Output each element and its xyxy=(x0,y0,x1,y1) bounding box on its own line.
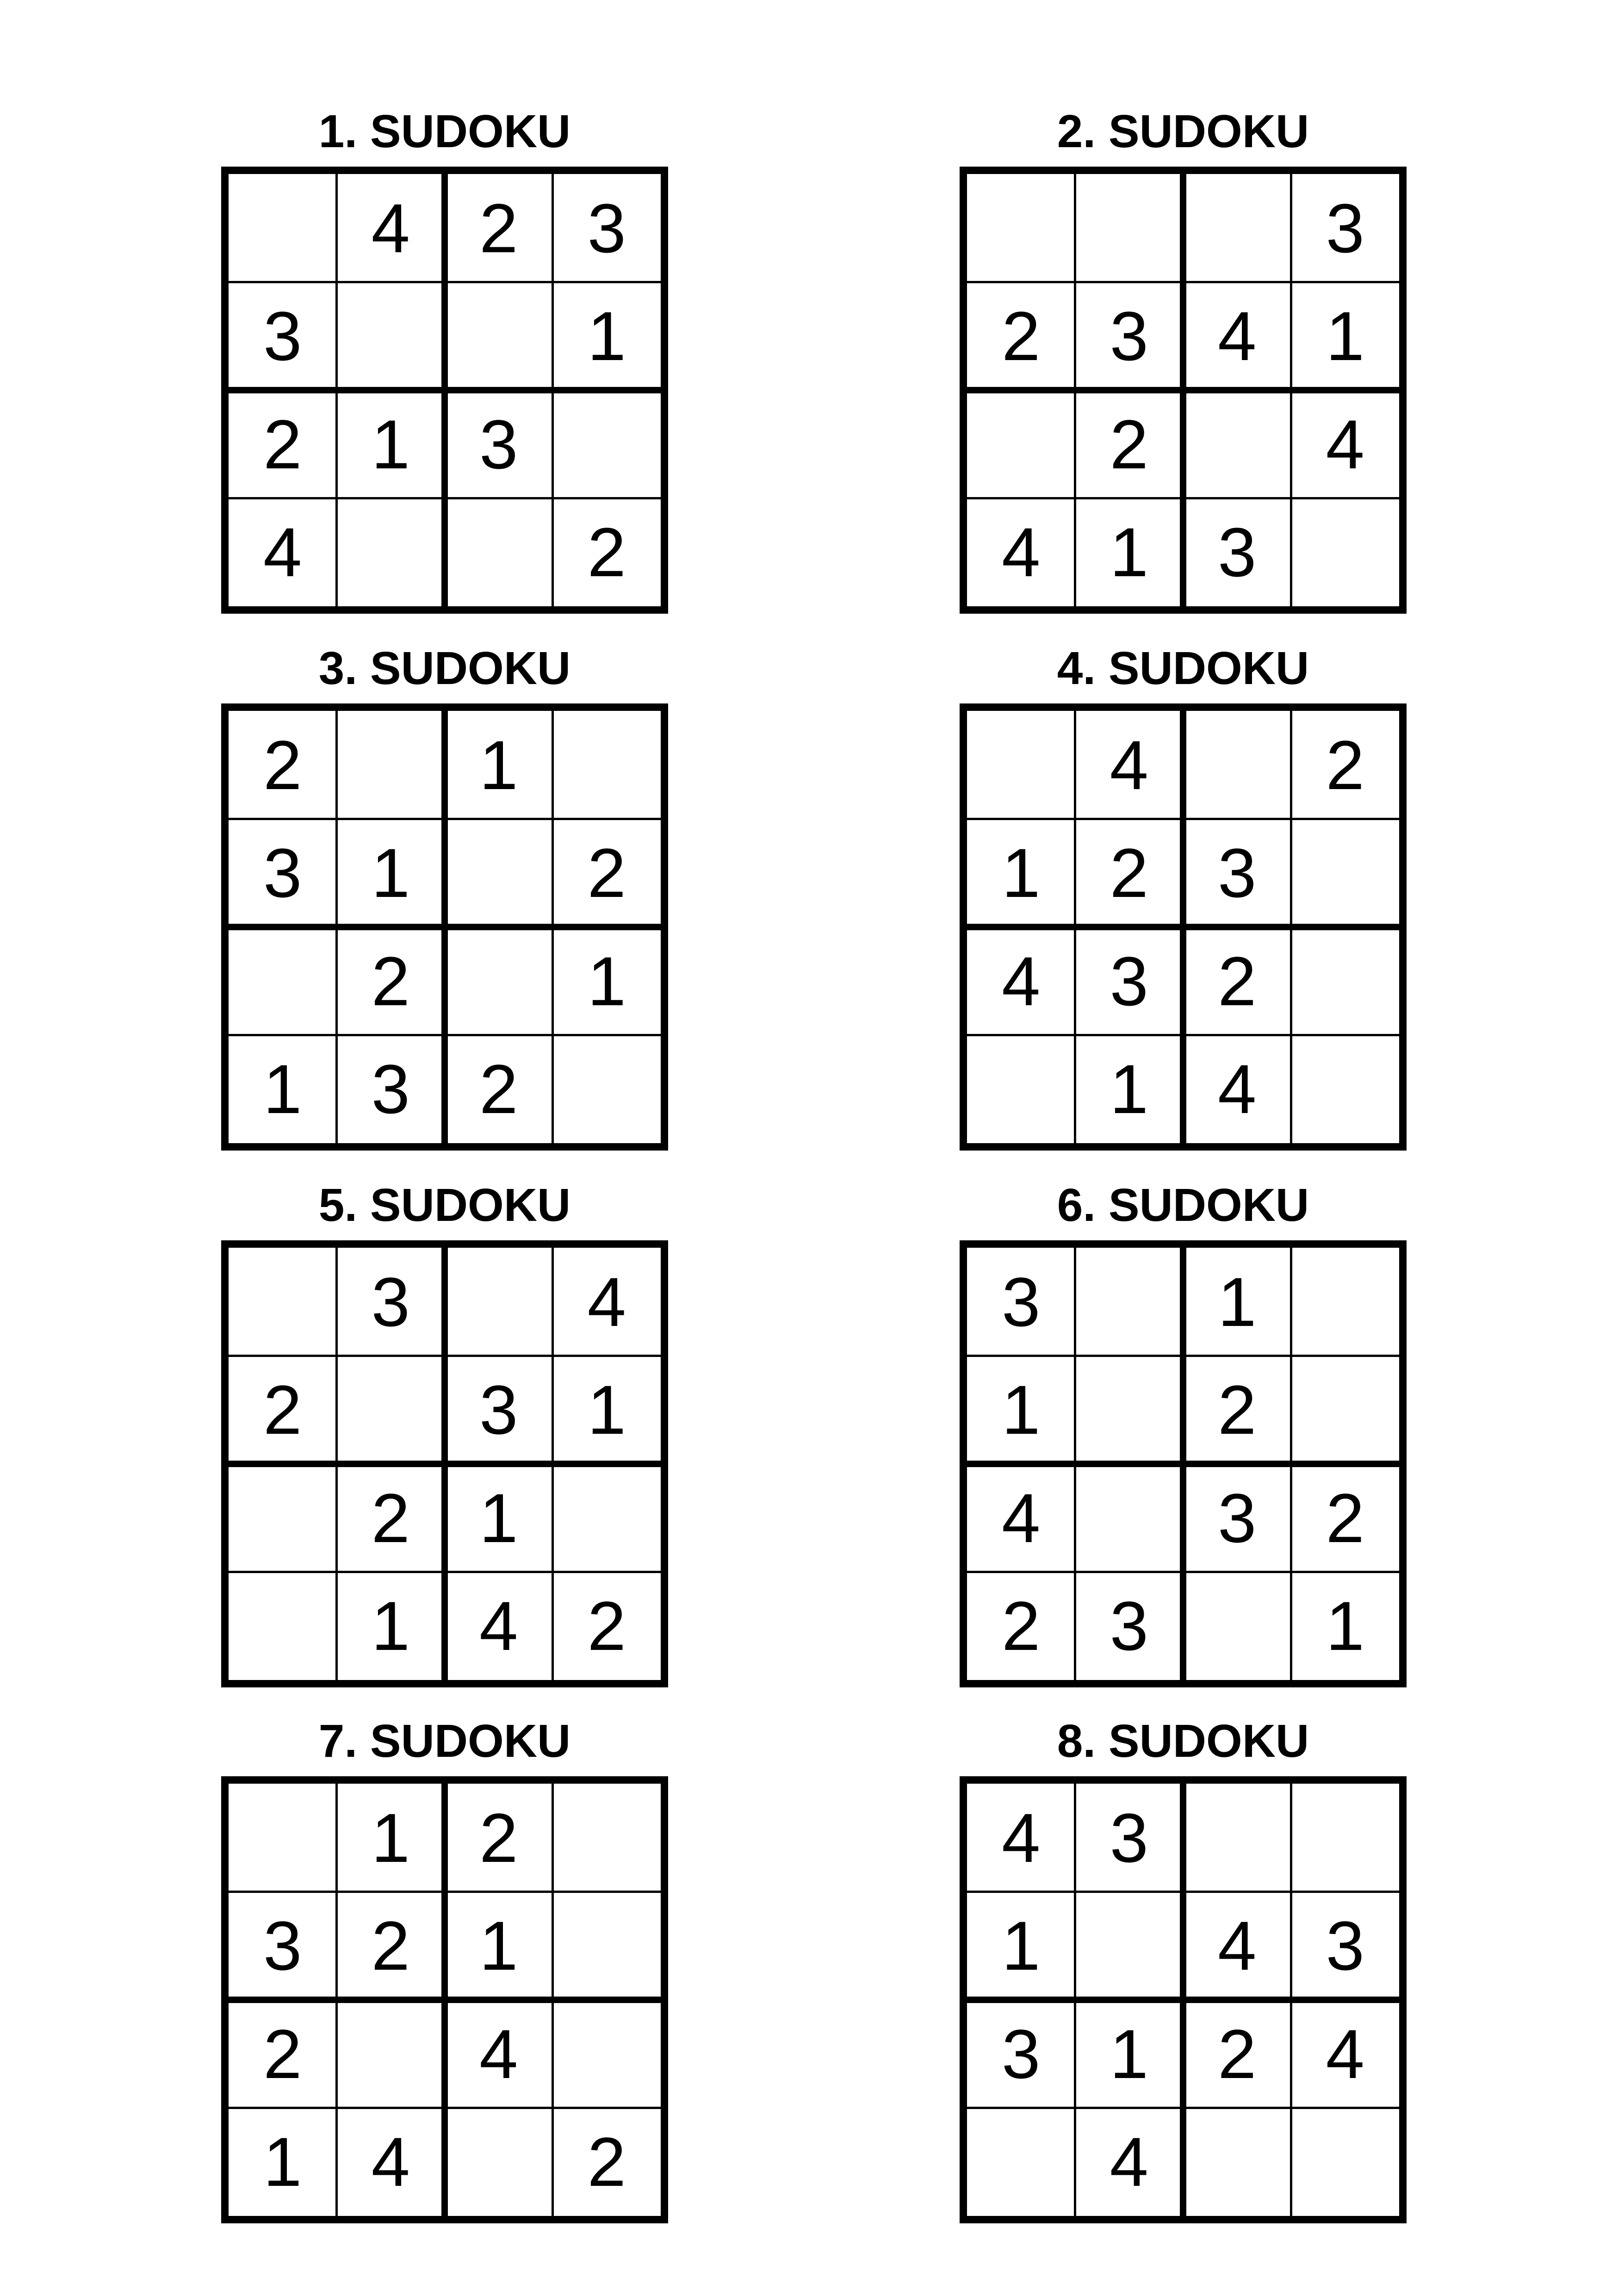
sudoku-cell-given: 2 xyxy=(587,513,626,591)
sudoku-cell-empty[interactable] xyxy=(1075,1248,1184,1356)
sudoku-cell-given: 2 xyxy=(1326,1479,1364,1557)
sudoku-cell-given: 3 xyxy=(479,405,518,483)
sudoku-cell-given: 3 xyxy=(1218,1479,1257,1557)
puzzle-title: 3. SUDOKU xyxy=(318,642,571,694)
puzzle-title: 6. SUDOKU xyxy=(1057,1179,1309,1231)
sudoku-cell-given: 1 xyxy=(479,1907,518,1985)
sudoku-cell-given: 2 xyxy=(1218,942,1257,1020)
sudoku-cell-given: 3 xyxy=(1110,1798,1148,1877)
sudoku-cell-given: 2 xyxy=(263,1371,302,1449)
sudoku-cell-given: 1 xyxy=(1110,513,1148,591)
sudoku-cell-given: 1 xyxy=(263,2123,302,2201)
sudoku-cell-given: 4 xyxy=(1326,2015,1364,2093)
sudoku-cell-empty[interactable] xyxy=(445,498,553,607)
sudoku-cell-given: 4 xyxy=(371,2123,410,2201)
sudoku-cell-given: 4 xyxy=(1110,2123,1148,2201)
sudoku-cell-given: 2 xyxy=(1110,834,1148,912)
sudoku-cell-empty[interactable] xyxy=(229,927,337,1035)
sudoku-cell-empty[interactable] xyxy=(1183,174,1291,282)
sudoku-cell-given: 4 xyxy=(1218,297,1257,375)
sudoku-cell-empty[interactable] xyxy=(1183,711,1291,819)
sudoku-cell-given: 4 xyxy=(479,1587,518,1665)
puzzle-title: 4. SUDOKU xyxy=(1057,642,1309,694)
sudoku-cell-empty[interactable] xyxy=(1075,1356,1184,1464)
sudoku-cell-empty[interactable] xyxy=(445,2108,553,2216)
sudoku-cell-given: 1 xyxy=(1002,1371,1041,1449)
sudoku-cell-given: 3 xyxy=(371,1050,410,1128)
sudoku-cell-empty[interactable] xyxy=(1183,2108,1291,2216)
sudoku-cell-empty[interactable] xyxy=(229,174,337,282)
puzzle-title: 5. SUDOKU xyxy=(318,1179,571,1231)
sudoku-cell-given: 1 xyxy=(587,942,626,1020)
sudoku-cell-given: 2 xyxy=(263,2015,302,2093)
sudoku-cell-given: 3 xyxy=(479,1371,518,1449)
sudoku-cell-given: 2 xyxy=(587,834,626,912)
sudoku-cell-empty[interactable] xyxy=(337,2000,445,2108)
sudoku-cell-given: 4 xyxy=(1218,1907,1257,1985)
sudoku-cell-given: 2 xyxy=(479,189,518,267)
sudoku-cell-empty[interactable] xyxy=(1291,2108,1400,2216)
sudoku-cell-empty[interactable] xyxy=(553,1892,661,2000)
sudoku-cell-empty[interactable] xyxy=(553,711,661,819)
sudoku-cell-empty[interactable] xyxy=(337,1356,445,1464)
sudoku-cell-given: 2 xyxy=(1218,1371,1257,1449)
sudoku-grid xyxy=(960,167,1407,614)
sudoku-cell-given: 2 xyxy=(479,1798,518,1877)
sudoku-cell-empty[interactable] xyxy=(1183,1784,1291,1892)
sudoku-cell-given: 4 xyxy=(1326,405,1364,483)
sudoku-cell-given: 4 xyxy=(1218,1050,1257,1128)
sudoku-cell-given: 3 xyxy=(263,297,302,375)
sudoku-cell-empty[interactable] xyxy=(337,282,445,391)
sudoku-cell-given: 2 xyxy=(263,726,302,804)
sudoku-cell-given: 2 xyxy=(371,942,410,1020)
sudoku-cell-empty[interactable] xyxy=(553,1035,661,1144)
sudoku-cell-given: 3 xyxy=(1110,1587,1148,1665)
sudoku-cell-given: 4 xyxy=(1110,726,1148,804)
sudoku-cell-empty[interactable] xyxy=(229,1784,337,1892)
sudoku-cell-given: 3 xyxy=(1002,2015,1041,2093)
sudoku-cell-given: 1 xyxy=(1002,1907,1041,1985)
sudoku-cell-empty[interactable] xyxy=(1291,1035,1400,1144)
sudoku-cell-given: 2 xyxy=(479,1050,518,1128)
sudoku-cell-given: 3 xyxy=(1326,189,1364,267)
sudoku-cell-given: 3 xyxy=(1218,834,1257,912)
sudoku-cell-given: 1 xyxy=(371,1587,410,1665)
sudoku-cell-given: 3 xyxy=(1110,942,1148,1020)
sudoku-cell-given: 3 xyxy=(1218,513,1257,591)
puzzle-title: 2. SUDOKU xyxy=(1057,106,1309,157)
sudoku-cell-given: 3 xyxy=(263,834,302,912)
sudoku-cell-given: 1 xyxy=(1110,2015,1148,2093)
sudoku-cell-empty[interactable] xyxy=(553,390,661,498)
sudoku-cell-empty[interactable] xyxy=(1183,390,1291,498)
sudoku-cell-empty[interactable] xyxy=(1291,1784,1400,1892)
sudoku-cell-empty[interactable] xyxy=(1291,498,1400,607)
puzzle-title: 1. SUDOKU xyxy=(318,106,571,157)
sudoku-cell-given: 1 xyxy=(479,1479,518,1557)
sudoku-cell-given: 4 xyxy=(1002,1798,1041,1877)
sudoku-cell-given: 2 xyxy=(1002,1587,1041,1665)
sudoku-cell-empty[interactable] xyxy=(553,1464,661,1572)
sudoku-cell-empty[interactable] xyxy=(1291,927,1400,1035)
sudoku-cell-given: 1 xyxy=(1218,1263,1257,1341)
sudoku-cell-empty[interactable] xyxy=(1291,1356,1400,1464)
sudoku-cell-empty[interactable] xyxy=(1075,1464,1184,1572)
sudoku-cell-empty[interactable] xyxy=(967,174,1075,282)
sudoku-grid xyxy=(221,167,668,614)
puzzle-title: 8. SUDOKU xyxy=(1057,1715,1309,1767)
sudoku-cell-given: 4 xyxy=(1002,513,1041,591)
sudoku-cell-given: 2 xyxy=(587,2123,626,2201)
sudoku-grid xyxy=(221,1240,668,1687)
sudoku-cell-empty[interactable] xyxy=(967,2108,1075,2216)
puzzle-title: 7. SUDOKU xyxy=(318,1715,571,1767)
sudoku-cell-given: 1 xyxy=(371,405,410,483)
sudoku-cell-given: 4 xyxy=(479,2015,518,2093)
sudoku-cell-given: 2 xyxy=(263,405,302,483)
sudoku-cell-empty[interactable] xyxy=(1291,819,1400,927)
sudoku-cell-given: 1 xyxy=(587,297,626,375)
sudoku-grid xyxy=(221,1776,668,2223)
sudoku-cell-given: 2 xyxy=(1110,405,1148,483)
sudoku-cell-given: 1 xyxy=(1110,1050,1148,1128)
sudoku-cell-empty[interactable] xyxy=(553,1784,661,1892)
sudoku-cell-given: 2 xyxy=(1002,297,1041,375)
sudoku-cell-empty[interactable] xyxy=(1183,1572,1291,1680)
sudoku-cell-given: 4 xyxy=(263,513,302,591)
sudoku-cell-given: 3 xyxy=(371,1263,410,1341)
sudoku-cell-empty[interactable] xyxy=(445,1248,553,1356)
sudoku-cell-given: 2 xyxy=(1218,2015,1257,2093)
sudoku-cell-empty[interactable] xyxy=(967,390,1075,498)
sudoku-cell-given: 2 xyxy=(371,1907,410,1985)
sudoku-cell-empty[interactable] xyxy=(445,927,553,1035)
sudoku-cell-given: 1 xyxy=(263,1050,302,1128)
sudoku-cell-given: 1 xyxy=(479,726,518,804)
sudoku-cell-empty[interactable] xyxy=(1075,1892,1184,2000)
sudoku-grid xyxy=(960,1776,1407,2223)
sudoku-cell-given: 1 xyxy=(371,1798,410,1877)
sudoku-cell-given: 1 xyxy=(1326,1587,1364,1665)
sudoku-cell-empty[interactable] xyxy=(967,1035,1075,1144)
sudoku-cell-given: 3 xyxy=(587,189,626,267)
sudoku-cell-empty[interactable] xyxy=(229,1248,337,1356)
sudoku-cell-given: 3 xyxy=(1110,297,1148,375)
sudoku-grid xyxy=(221,703,668,1151)
sudoku-grid xyxy=(960,1240,1407,1687)
sudoku-cell-given: 1 xyxy=(371,834,410,912)
sudoku-cell-given: 4 xyxy=(1002,1479,1041,1557)
sudoku-cell-given: 4 xyxy=(587,1263,626,1341)
sudoku-cell-given: 3 xyxy=(1326,1907,1364,1985)
sudoku-cell-empty[interactable] xyxy=(1291,1248,1400,1356)
sudoku-cell-given: 2 xyxy=(1326,726,1364,804)
sudoku-cell-empty[interactable] xyxy=(229,1572,337,1680)
sudoku-cell-empty[interactable] xyxy=(337,711,445,819)
sudoku-cell-empty[interactable] xyxy=(445,819,553,927)
sudoku-cell-empty[interactable] xyxy=(1075,174,1184,282)
sudoku-grid xyxy=(960,703,1407,1151)
sudoku-cell-empty[interactable] xyxy=(967,711,1075,819)
sudoku-cell-empty[interactable] xyxy=(445,282,553,391)
sudoku-cell-given: 3 xyxy=(263,1907,302,1985)
sudoku-cell-empty[interactable] xyxy=(553,2000,661,2108)
sudoku-cell-given: 1 xyxy=(1326,297,1364,375)
sudoku-cell-given: 1 xyxy=(1002,834,1041,912)
sudoku-cell-given: 3 xyxy=(1002,1263,1041,1341)
sudoku-cell-empty[interactable] xyxy=(229,1464,337,1572)
sudoku-cell-given: 2 xyxy=(587,1587,626,1665)
sudoku-cell-empty[interactable] xyxy=(337,498,445,607)
sudoku-cell-given: 4 xyxy=(1002,942,1041,1020)
sudoku-cell-given: 1 xyxy=(587,1371,626,1449)
sudoku-cell-given: 4 xyxy=(371,189,410,267)
sudoku-cell-given: 2 xyxy=(371,1479,410,1557)
